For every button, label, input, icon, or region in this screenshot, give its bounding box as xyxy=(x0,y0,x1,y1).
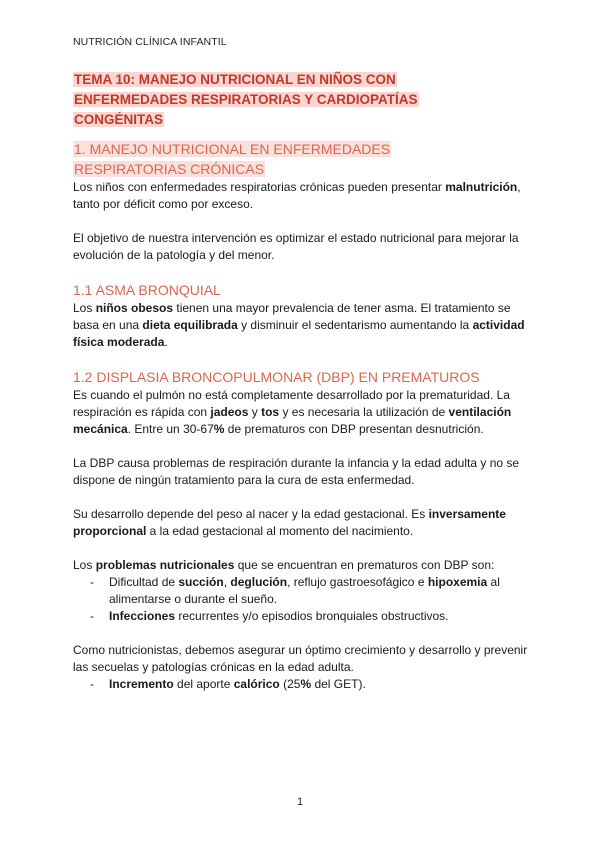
section-1-heading-line-1: 1. MANEJO NUTRICIONAL EN ENFERMEDADES xyxy=(74,141,391,157)
text-run: Su desarrollo depende del peso al nacer y la edad gestacional. Es xyxy=(73,507,429,521)
bold-text: problemas nutricionales xyxy=(95,558,235,572)
bold-text: Infecciones xyxy=(109,609,176,623)
section-1-paragraph-2: El objetivo de nuestra intervención es optimizar el estado nutricional para mejorar la evolución de la patología y del menor. xyxy=(73,231,519,262)
nutritionist-actions-list xyxy=(73,676,533,693)
section-1-1-paragraph xyxy=(73,300,533,351)
text-run: , tanto por déficit como por exceso. xyxy=(73,180,521,211)
text-run: , reflujo gastroesofágico e xyxy=(287,575,428,589)
bold-text: % xyxy=(300,677,312,691)
section-1-heading xyxy=(73,139,533,179)
section-1-paragraph-1 xyxy=(73,179,533,213)
bold-text: jadeos xyxy=(210,405,249,419)
section-1-2-paragraph-1 xyxy=(73,387,533,438)
text-run: del GET). xyxy=(311,677,366,691)
text-run: de prematuros con DBP presentan desnutrición. xyxy=(224,422,484,436)
text-run: (25 xyxy=(279,677,301,691)
section-1-2-paragraph-4 xyxy=(73,557,533,574)
dash-bullet: - xyxy=(90,677,94,691)
document-title xyxy=(73,70,533,130)
bold-text: niños obesos xyxy=(95,301,174,315)
text-run: y disminuir el sedentarismo aumentando la xyxy=(237,318,473,332)
bold-text: deglución xyxy=(230,575,288,589)
text-run: al alimentarse o durante el sueño. xyxy=(109,575,500,606)
text-run: que se encuentran en prematuros con DBP son: xyxy=(234,558,495,572)
section-1-2-heading: 1.2 DISPLASIA BRONCOPULMONAR (DBP) EN PREMATUROS xyxy=(73,369,480,385)
bold-text: succión xyxy=(178,575,224,589)
bold-text: % xyxy=(213,422,225,436)
text-run: . xyxy=(164,335,168,349)
bold-text: malnutrición xyxy=(445,180,518,194)
text-run: Es cuando el pulmón no está completamente desarrollado por la prematuridad. La respiración es rápida con xyxy=(73,388,510,419)
title-line-1: TEMA 10: MANEJO NUTRICIONAL EN NIÑOS CON xyxy=(74,72,396,87)
section-1-heading-line-2: RESPIRATORIAS CRÓNICAS xyxy=(74,161,265,177)
text-run: Los xyxy=(73,301,96,315)
page-number: 1 xyxy=(296,796,304,808)
text-run: y es necesaria la utilización de xyxy=(279,405,449,419)
text-run: recurrentes y/o episodios bronquiales obstructivos. xyxy=(175,609,449,623)
section-1-2-paragraph-2: La DBP causa problemas de respiración durante la infancia y la edad adulta y no se dispone de ningún tratamiento para la cura de esta enfermedad. xyxy=(73,456,520,487)
running-header: NUTRICIÓN CLÍNICA INFANTIL xyxy=(73,36,227,48)
title-line-3: CONGÉNITAS xyxy=(74,112,164,127)
title-line-2: ENFERMEDADES RESPIRATORIAS Y CARDIOPATÍAS xyxy=(74,92,418,107)
text-run: del aporte xyxy=(173,677,234,691)
bold-text: tos xyxy=(261,405,280,419)
text-run: . Entre un 30-67 xyxy=(127,422,214,436)
text-run: tienen una mayor prevalencia de tener asma. El tratamiento se basa en una xyxy=(73,301,511,332)
page-content xyxy=(73,70,533,693)
bold-text: ventilación mecánica xyxy=(73,405,512,436)
section-1-2-paragraph-5: Como nutricionistas, debemos asegurar un óptimo crecimiento y desarrollo y prevenir las secuelas y patologías crónicas en la edad adulta. xyxy=(73,643,528,674)
bold-text: dieta equilibrada xyxy=(142,318,238,332)
dash-bullet: - xyxy=(90,609,94,623)
text-run: Dificultad de xyxy=(109,575,179,589)
bold-text: actividad física moderada xyxy=(73,318,525,349)
text-run: Los xyxy=(73,558,96,572)
section-1-2-paragraph-3 xyxy=(73,506,533,540)
list-item xyxy=(73,574,533,608)
section-1-1-heading: 1.1 ASMA BRONQUIAL xyxy=(73,282,221,298)
dash-bullet: - xyxy=(90,575,94,589)
text-run: Los niños con enfermedades respiratorias crónicas pueden presentar xyxy=(73,180,442,194)
text-run: y xyxy=(248,405,262,419)
text-run: a la edad gestacional al momento del nacimiento. xyxy=(146,524,414,538)
list-item xyxy=(73,676,533,693)
nutritional-problems-list xyxy=(73,574,533,625)
bold-text: calórico xyxy=(233,677,280,691)
list-item xyxy=(73,608,533,625)
bold-text: Incremento xyxy=(109,677,174,691)
text-run: , xyxy=(223,575,231,589)
bold-text: inversamente proporcional xyxy=(73,507,506,538)
bold-text: hipoxemia xyxy=(427,575,488,589)
